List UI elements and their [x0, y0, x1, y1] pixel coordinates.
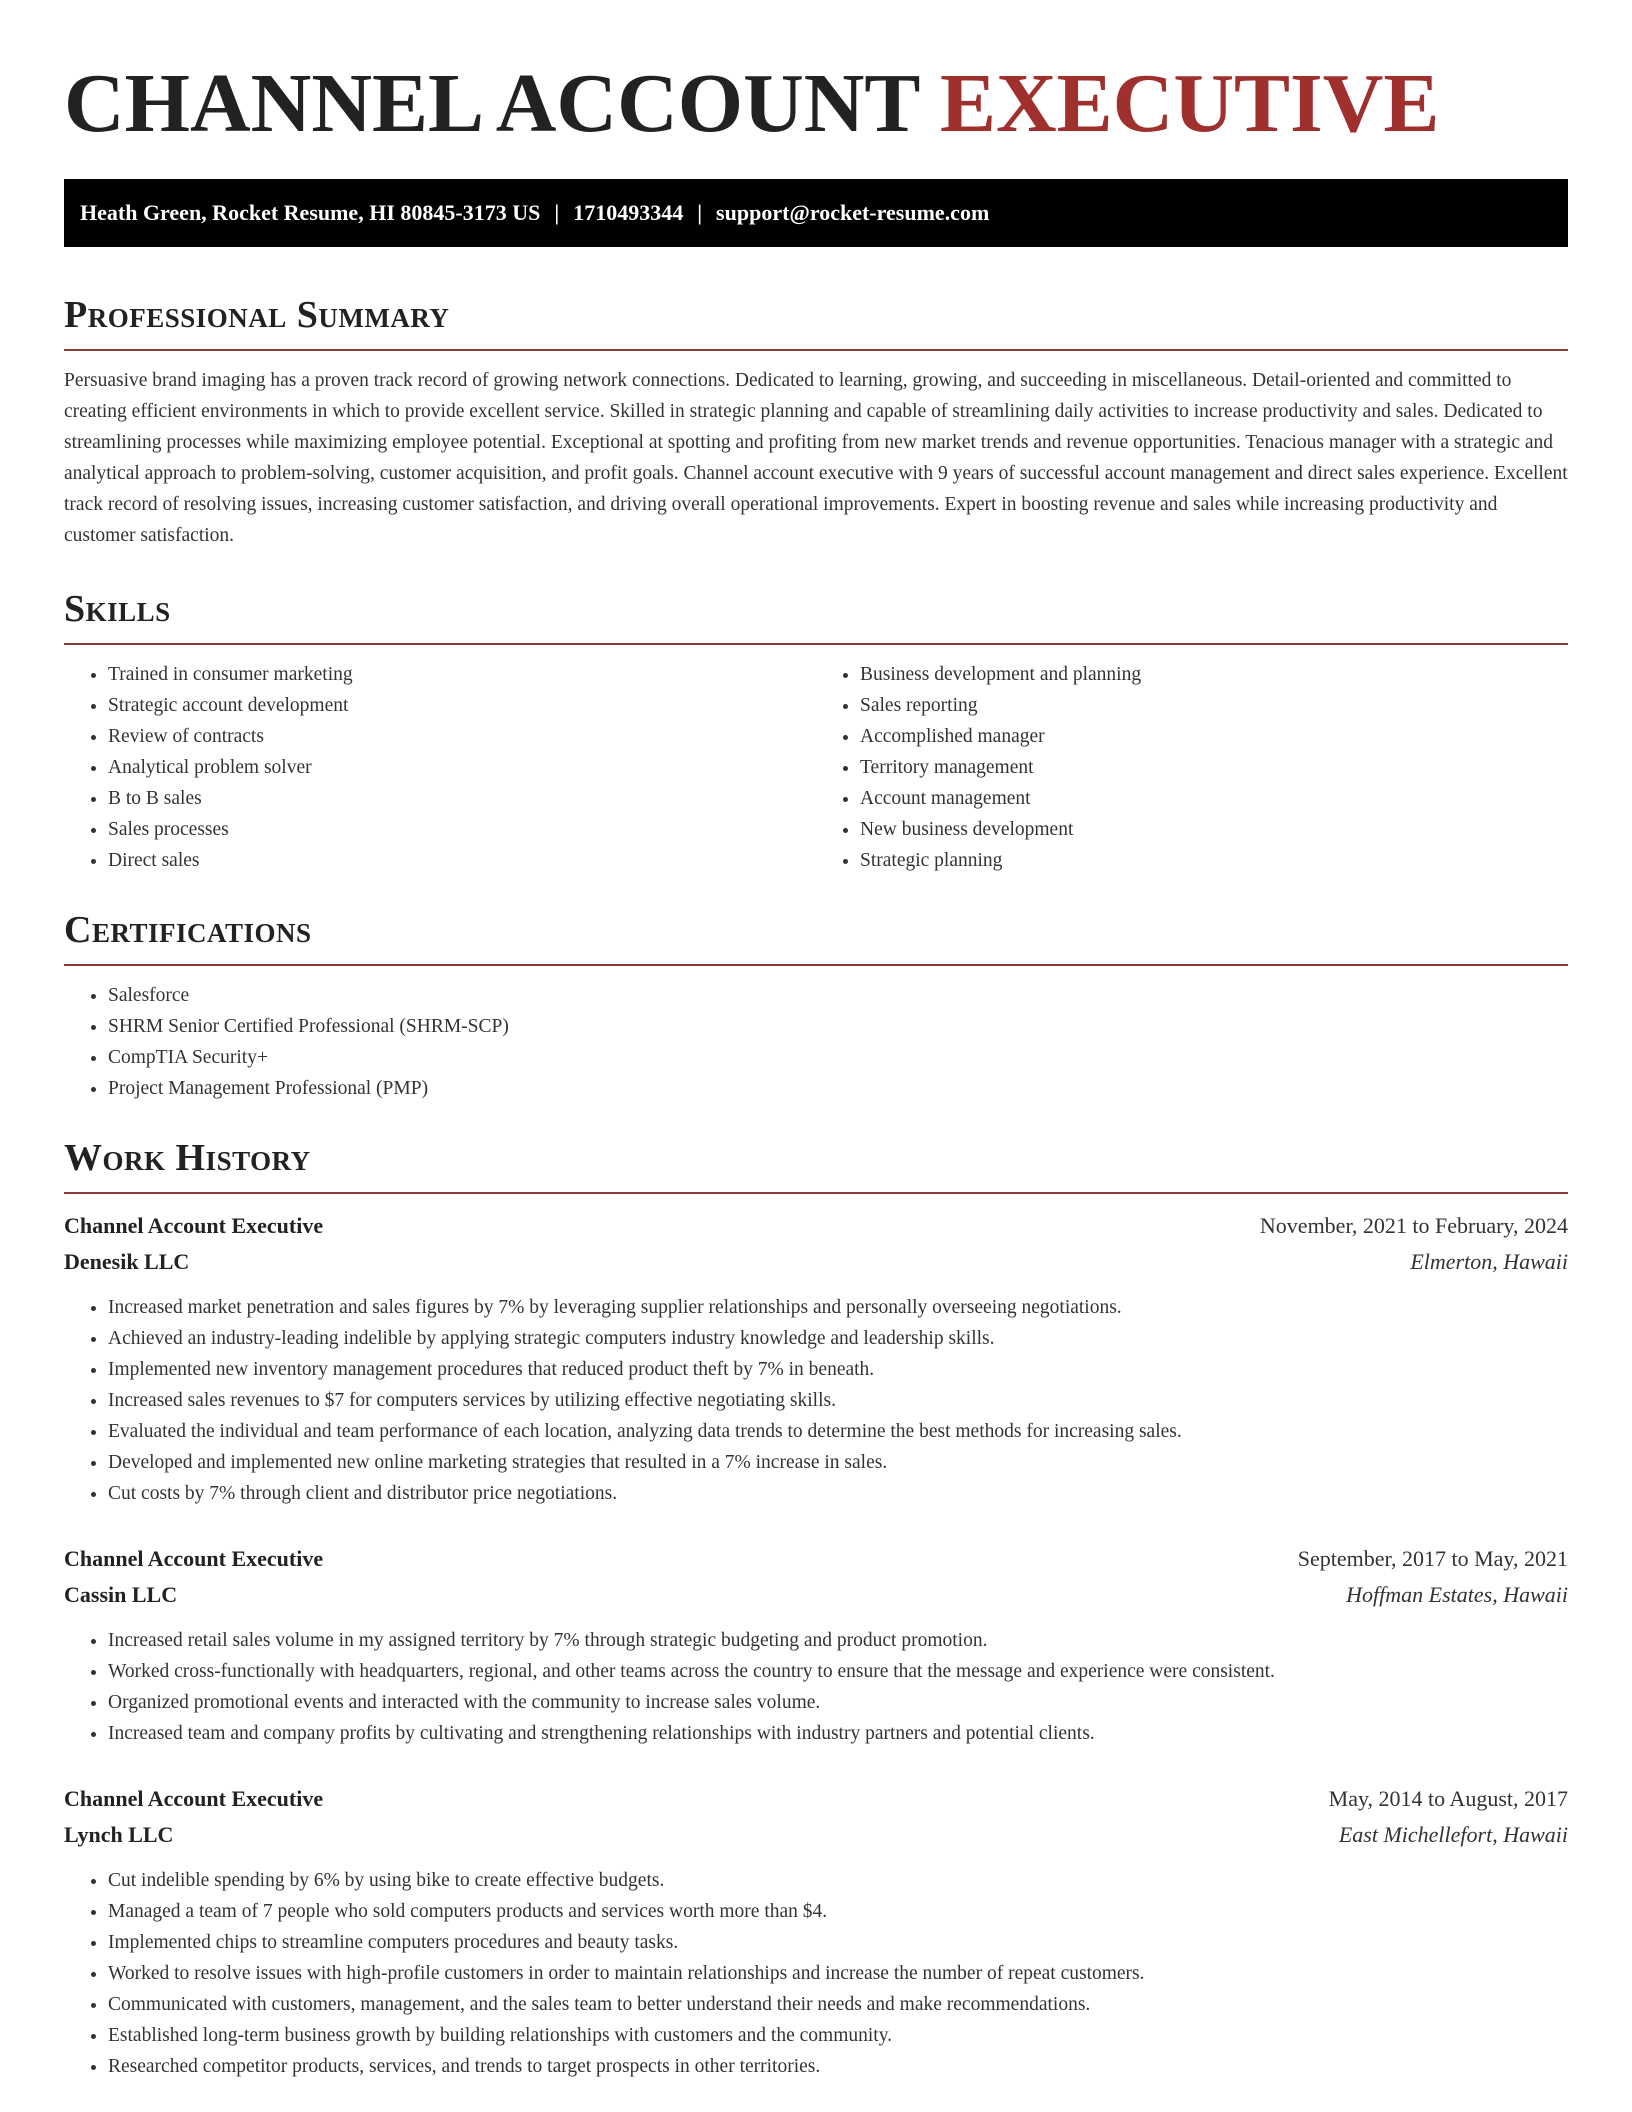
contact-separator: | [697, 200, 703, 225]
job-company-row [64, 1817, 1568, 1853]
job-entry [64, 1208, 1568, 1509]
job-bullet: • Established long-term business growth by building relationships with customers and the community. [108, 2020, 1568, 2051]
job-bullet: • Increased market penetration and sales figures by 7% by leveraging supplier relationships and personally overseeing negotiations. [108, 1292, 1568, 1323]
summary-text: Persuasive brand imaging has a proven track record of growing network connections. Dedicated to learning, growing, and succeeding in miscellaneous. Detail-oriented and committed to creating efficient environments in which to provide excellent service. Skilled in strategic planning and capable of streamlining daily activities to increase productivity and sales. Dedicated to streamlining processes while maximizing employee potential. Exceptional at spotting and profiting from new market trends and revenue opportunities. Tenacious manager with a strategic and analytical approach to problem-solving, customer acquisition, and profit goals. Channel account executive with 9 years of successful account management and direct sales experience. Excellent track record of resolving issues, increasing customer satisfaction, and driving overall operational improvements. Expert in boosting revenue and sales while increasing productivity and customer satisfaction. [64, 370, 1568, 546]
job-entry [64, 1781, 1568, 2082]
job-bullets [64, 1625, 1568, 1749]
job-location: East Michellefort, Hawaii [1338, 1822, 1568, 1847]
job-location: Elmerton, Hawaii [1410, 1249, 1568, 1274]
contact-email[interactable]: support@rocket-resume.com [716, 200, 990, 225]
job-bullet: • Organized promotional events and interacted with the community to increase sales volume. [108, 1687, 1568, 1718]
skill-item: • New business development [860, 814, 1568, 845]
job-dates: November, 2021 to February, 2024 [1259, 1213, 1568, 1238]
job-title: Channel Account Executive [64, 1546, 324, 1571]
job-company: Lynch LLC [64, 1822, 174, 1847]
skill-item: • Sales processes [108, 814, 816, 845]
work-history-section [64, 1134, 1568, 2082]
certification-item: • Salesforce [108, 980, 1568, 1011]
job-bullet: • Achieved an industry-leading indelible by applying strategic computers industry knowledge and leadership skills. [108, 1323, 1568, 1354]
job-bullet: • Increased team and company profits by cultivating and strengthening relationships with industry partners and potential clients. [108, 1718, 1568, 1749]
certifications-section [64, 906, 1568, 1104]
contact-separator: | [554, 200, 560, 225]
section-heading-certifications: Certifications [64, 909, 312, 951]
resume-title [64, 58, 1568, 150]
job-title: Channel Account Executive [64, 1213, 324, 1238]
certification-item: • Project Management Professional (PMP) [108, 1073, 1568, 1104]
job-company: Denesik LLC [64, 1249, 190, 1274]
job-bullets [64, 1865, 1568, 2082]
contact-phone[interactable]: 1710493344 [573, 200, 684, 225]
job-location: Hoffman Estates, Hawaii [1346, 1582, 1568, 1607]
job-bullet: • Increased retail sales volume in my assigned territory by 7% through strategic budgeting and product promotion. [108, 1625, 1568, 1656]
section-heading-skills: Skills [64, 588, 171, 630]
skill-item: • Analytical problem solver [108, 752, 816, 783]
skill-item: • Direct sales [108, 845, 816, 876]
job-entry [64, 1541, 1568, 1749]
section-heading-work-history: Work History [64, 1137, 311, 1179]
section-divider [64, 1192, 1568, 1194]
job-bullet: • Cut costs by 7% through client and distributor price negotiations. [108, 1478, 1568, 1509]
job-bullet: • Communicated with customers, management, and the sales team to better understand their needs and make recommendations. [108, 1989, 1568, 2020]
skill-item: • Strategic account development [108, 690, 816, 721]
job-bullet: • Worked cross-functionally with headquarters, regional, and other teams across the country to ensure that the message and experience were consistent. [108, 1656, 1568, 1687]
skills-list-left [64, 659, 816, 876]
certification-item: • SHRM Senior Certified Professional (SHRM-SCP) [108, 1011, 1568, 1042]
job-title: Channel Account Executive [64, 1786, 324, 1811]
certifications-list [64, 980, 1568, 1104]
title-accent: EXECUTIVE [939, 57, 1440, 150]
job-bullet: • Researched competitor products, services, and trends to target prospects in other territories. [108, 2051, 1568, 2082]
skill-item: • Sales reporting [860, 690, 1568, 721]
title-main: CHANNEL ACCOUNT [64, 57, 919, 150]
job-header-row [64, 1208, 1568, 1244]
job-bullets [64, 1292, 1568, 1509]
job-bullet: • Evaluated the individual and team performance of each location, analyzing data trends to determine the best methods for increasing sales. [108, 1416, 1568, 1447]
job-dates: May, 2014 to August, 2017 [1328, 1786, 1568, 1811]
skills-columns [64, 659, 1568, 876]
job-header-row [64, 1541, 1568, 1577]
job-company-row [64, 1244, 1568, 1280]
job-bullet: • Increased sales revenues to $7 for computers services by utilizing effective negotiating skills. [108, 1385, 1568, 1416]
job-company-row [64, 1577, 1568, 1613]
skill-item: • Accomplished manager [860, 721, 1568, 752]
skill-item: • Review of contracts [108, 721, 816, 752]
summary-section [64, 291, 1568, 551]
section-divider [64, 964, 1568, 966]
skill-item: • Strategic planning [860, 845, 1568, 876]
skill-item: • Trained in consumer marketing [108, 659, 816, 690]
skills-section [64, 585, 1568, 876]
skill-item: • Territory management [860, 752, 1568, 783]
job-dates: September, 2017 to May, 2021 [1297, 1546, 1568, 1571]
job-company: Cassin LLC [64, 1582, 178, 1607]
skills-list-right [816, 659, 1568, 876]
contact-bar [64, 179, 1568, 247]
job-bullet: • Managed a team of 7 people who sold computers products and services worth more than $4. [108, 1896, 1568, 1927]
certification-item: • CompTIA Security+ [108, 1042, 1568, 1073]
job-bullet: • Developed and implemented new online marketing strategies that resulted in a 7% increase in sales. [108, 1447, 1568, 1478]
contact-address: Heath Green, Rocket Resume, HI 80845-3173 US [80, 200, 541, 225]
section-heading-summary: Professional Summary [64, 294, 450, 336]
job-bullet: • Implemented new inventory management procedures that reduced product theft by 7% in beneath. [108, 1354, 1568, 1385]
job-header-row [64, 1781, 1568, 1817]
skill-item: • Account management [860, 783, 1568, 814]
job-bullet: • Worked to resolve issues with high-profile customers in order to maintain relationships and increase the number of repeat customers. [108, 1958, 1568, 1989]
skill-item: • Business development and planning [860, 659, 1568, 690]
skill-item: • B to B sales [108, 783, 816, 814]
section-divider [64, 643, 1568, 645]
job-bullet: • Implemented chips to streamline computers procedures and beauty tasks. [108, 1927, 1568, 1958]
job-bullet: • Cut indelible spending by 6% by using bike to create effective budgets. [108, 1865, 1568, 1896]
section-divider [64, 349, 1568, 351]
